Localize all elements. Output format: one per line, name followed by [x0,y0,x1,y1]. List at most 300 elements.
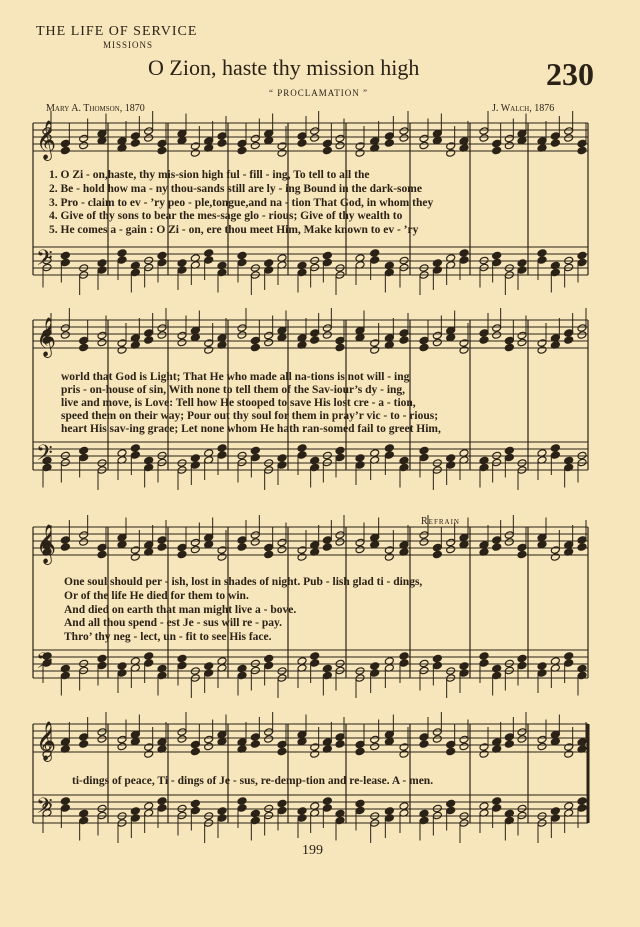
note-head [190,333,200,342]
note-head [322,543,332,552]
note-head [564,127,574,136]
note-head [264,136,274,145]
note-head [419,134,429,143]
note-head [60,797,70,806]
note-head [217,139,227,148]
note-head [264,331,274,340]
note-head [97,735,107,744]
note-head [537,669,547,678]
note-head [277,799,287,808]
note-head [297,730,307,739]
note-head [322,804,332,813]
note-head [277,806,287,815]
lyric-line: And died on earth that man might live a - bove. [64,604,297,616]
note-head [432,550,442,559]
bass-clef: 𝄢 [36,246,53,276]
note-head [399,336,409,345]
note-head [264,338,274,347]
note-head [355,461,365,470]
note-head [504,538,514,547]
note-head [60,331,70,340]
note-head [384,737,394,746]
note-head [577,251,587,260]
note-head [60,543,70,552]
note-head [190,142,200,151]
note-head [322,797,332,806]
bass-clef: 𝄢 [36,649,53,679]
lyric-line: world that God is Light; That He who made all na-tions is not will - ing [61,371,410,383]
lyric-line: 4. Give of thy sons to bear the mes-sage glo - rious; Give of thy wealth to [49,210,403,222]
note-head [190,799,200,808]
note-head [492,331,502,340]
note-head [237,139,247,148]
note-head [97,338,107,347]
note-head [130,553,140,562]
note-head [60,536,70,545]
note-head [537,339,547,348]
note-head [459,249,469,258]
note-head [144,336,154,345]
note-head [355,806,365,815]
note-head [446,454,456,463]
note-head [79,343,89,352]
note-head [97,331,107,340]
note-head [355,333,365,342]
note-head [419,141,429,150]
note-head [564,659,574,668]
note-head [399,652,409,661]
note-head [217,814,227,823]
note-head [310,750,320,759]
note-head [550,132,560,141]
note-head [384,814,394,823]
note-head [446,806,456,815]
note-head [277,545,287,554]
note-head [564,336,574,345]
treble-clef: 𝄞 [36,524,57,564]
lyric-line: 3. Pro - claim to ev - ’ry peo - ple,tongue,and na - tion That God, in whom they [49,197,434,209]
note-head [310,329,320,338]
lyric-line: ti-dings of peace, Ti - dings of Je - sus, re-demp-tion and re-lease. A - men. [72,775,434,787]
note-head [264,654,274,663]
note-head [384,553,394,562]
note-head [335,538,345,547]
note-head [537,662,547,671]
note-head [419,538,429,547]
note-head [370,533,380,542]
note-head [504,733,514,742]
note-head [335,141,345,150]
note-head [492,536,502,545]
note-head [250,733,260,742]
note-head [250,453,260,462]
note-head [310,134,320,143]
hymn-number: 230 [546,56,594,92]
note-head [577,536,587,545]
note-head [157,251,167,260]
note-head [157,324,167,333]
note-head [459,662,469,671]
note-head [517,550,527,559]
note-head [355,545,365,554]
note-head [517,259,527,268]
note-head [446,538,456,547]
note-head [157,804,167,813]
lyric-line: One soul should per - ish, lost in shades of night. Pub - lish glad ti - dings, [64,576,423,588]
treble-clef: 𝄞 [36,317,57,357]
note-head [335,453,345,462]
note-head [79,531,89,540]
note-head [297,444,307,453]
note-head [492,324,502,333]
note-head [550,451,560,460]
note-head [144,743,154,752]
note-head [60,146,70,155]
note-head [117,339,127,348]
note-head [277,149,287,158]
note-head [79,446,89,455]
note-head [355,142,365,151]
lyric-line: 1. O Zi - on,haste, thy mis-sion high ful - fill - ing, To tell to all the [49,169,370,181]
note-head [144,652,154,661]
note-head [190,326,200,335]
note-head [250,134,260,143]
note-head [517,331,527,340]
note-head [492,146,502,155]
note-head [117,742,127,751]
note-head [370,346,380,355]
note-head [459,540,469,549]
note-head [564,750,574,759]
note-head [130,546,140,555]
note-head [517,136,527,145]
tune-name: “ PROCLAMATION ” [269,88,368,98]
note-head [144,659,154,668]
note-head [355,326,365,335]
note-head [264,728,274,737]
note-head [504,141,514,150]
page-number: 199 [302,843,323,858]
note-head [264,543,274,552]
note-head [97,654,107,663]
note-head [60,324,70,333]
note-head [384,132,394,141]
note-head [577,797,587,806]
note-head [432,266,442,275]
note-head [117,256,127,265]
note-head [432,728,442,737]
note-head [264,661,274,670]
note-head [237,543,247,552]
note-head [577,258,587,267]
note-head [217,807,227,816]
note-head [277,333,287,342]
note-head [277,326,287,335]
note-head [432,654,442,663]
note-head [117,540,127,549]
note-head [419,336,429,345]
lyric-line: 5. He comes a - gain : O Zi - on, ere thou meet Him, Make known to ev - ’ry [49,224,419,236]
note-head [459,742,469,751]
note-head [130,807,140,816]
note-head [504,343,514,352]
note-head [537,346,547,355]
note-head [310,127,320,136]
note-head [432,735,442,744]
note-head [355,149,365,158]
note-head [177,338,187,347]
note-head [177,543,187,552]
lyric-line: And all thou spend - est Je - sus will re - pay. [64,617,283,629]
lyric-line: heart His sav-ing grace; Let none whom He hath ran-somed fail to greet Him, [61,423,441,435]
note-head [79,336,89,345]
note-head [117,249,127,258]
note-head [117,662,127,671]
note-head [537,540,547,549]
note-head [217,553,227,562]
note-head [297,132,307,141]
note-head [157,146,167,155]
note-head [419,740,429,749]
hymn-title: O Zion, haste thy mission high [148,55,420,80]
note-head [432,259,442,268]
note-head [250,343,260,352]
note-head [130,444,140,453]
note-head [432,338,442,347]
note-head [250,141,260,150]
note-head [399,134,409,143]
note-head [355,747,365,756]
note-head [577,146,587,155]
note-head [504,134,514,143]
treble-clef: 𝄞 [36,120,57,160]
note-head [130,139,140,148]
note-head [277,747,287,756]
note-head [177,259,187,268]
note-head [335,740,345,749]
note-head [190,740,200,749]
lyric-line: pris - on-house of sin, With none to tell them of the Sav-iour’s dy - ing, [61,384,406,396]
note-head [504,740,514,749]
note-head [217,737,227,746]
note-head [117,533,127,542]
note-head [459,339,469,348]
note-head [384,451,394,460]
note-head [79,740,89,749]
note-head [204,249,214,258]
note-head [577,543,587,552]
note-head [79,538,89,547]
note-head [335,343,345,352]
note-head [277,461,287,470]
note-head [310,652,320,661]
composer-credit: J. Walch, 1876 [492,103,555,114]
note-head [177,129,187,138]
note-head [446,740,456,749]
note-head [335,446,345,455]
note-head [130,132,140,141]
note-head [550,730,560,739]
note-head [190,545,200,554]
note-head [459,735,469,744]
note-head [370,249,380,258]
note-head [237,331,247,340]
note-head [130,737,140,746]
note-head [190,454,200,463]
note-head [250,538,260,547]
note-head [492,804,502,813]
note-head [479,336,489,345]
lyric-line: Thro’ thy neg - lect, un - fit to see His face. [64,631,272,643]
note-head [335,134,345,143]
bass-clef: 𝄢 [36,794,53,824]
note-head [264,129,274,138]
note-head [322,146,332,155]
note-head [419,733,429,742]
note-head [177,550,187,559]
note-head [117,669,127,678]
note-head [335,733,345,742]
note-head [204,256,214,265]
note-head [177,331,187,340]
note-head [217,730,227,739]
note-head [97,728,107,737]
note-head [492,797,502,806]
note-head [517,728,527,737]
note-head [157,139,167,148]
note-head [459,669,469,678]
note-head [370,256,380,265]
note-head [250,531,260,540]
note-head [79,141,89,150]
note-head [550,139,560,148]
note-head [399,659,409,668]
lyric-line: speed them on their way; Pour out thy soul for them in pray’r vic - to - rious; [61,410,439,422]
note-head [432,331,442,340]
note-head [190,149,200,158]
note-head [157,536,167,545]
note-head [60,251,70,260]
lyric-line: 2. Be - hold how ma - ny thou-sands still are ly - ing Bound in the dark-some [49,183,422,195]
note-head [322,324,332,333]
author-credit: Mary A. Thomson, 1870 [46,103,145,114]
note-head [577,331,587,340]
note-head [384,730,394,739]
note-head [204,742,214,751]
note-head [517,735,527,744]
note-head [370,339,380,348]
note-head [446,326,456,335]
note-head [277,454,287,463]
note-head [537,742,547,751]
note-head [446,333,456,342]
note-head [297,807,307,816]
subsection-heading: MISSIONS [103,40,154,50]
note-head [60,139,70,148]
note-head [204,669,214,678]
note-head [264,735,274,744]
note-head [355,799,365,808]
note-head [97,661,107,670]
note-head [446,149,456,158]
note-head [479,743,489,752]
note-head [310,659,320,668]
note-head [432,129,442,138]
note-head [217,546,227,555]
note-head [517,338,527,347]
note-head [399,743,409,752]
note-head [479,127,489,136]
note-head [370,662,380,671]
bass-clef: 𝄢 [36,441,53,471]
note-head [310,743,320,752]
note-head [322,258,332,267]
note-head [97,136,107,145]
note-head [577,139,587,148]
note-head [177,735,187,744]
note-head [79,453,89,462]
note-head [517,543,527,552]
note-head [564,743,574,752]
note-head [432,543,442,552]
note-head [370,540,380,549]
note-head [217,132,227,141]
note-head [459,533,469,542]
note-head [97,259,107,268]
note-head [297,451,307,460]
note-head [432,661,442,670]
note-head [217,444,227,453]
note-head [479,652,489,661]
note-head [446,747,456,756]
note-head [79,134,89,143]
note-head [399,127,409,136]
note-head [204,533,214,542]
note-head [550,553,560,562]
note-head [419,531,429,540]
note-head [97,266,107,275]
note-head [79,733,89,742]
note-head [237,324,247,333]
note-head [564,652,574,661]
note-head [237,146,247,155]
note-head [130,730,140,739]
note-head [446,799,456,808]
note-head [97,129,107,138]
note-head [335,531,345,540]
note-head [177,266,187,275]
note-head [190,461,200,470]
note-head [399,750,409,759]
note-head [504,453,514,462]
note-head [310,336,320,345]
note-head [322,251,332,260]
note-head [370,669,380,678]
note-head [322,536,332,545]
note-head [157,258,167,267]
note-head [297,139,307,148]
note-head [577,804,587,813]
note-head [277,538,287,547]
note-head [144,750,154,759]
note-head [130,451,140,460]
section-heading: THE LIFE OF SERVICE [36,24,198,39]
note-head [250,740,260,749]
note-head [479,329,489,338]
note-head [157,543,167,552]
note-head [297,553,307,562]
note-head [144,134,154,143]
